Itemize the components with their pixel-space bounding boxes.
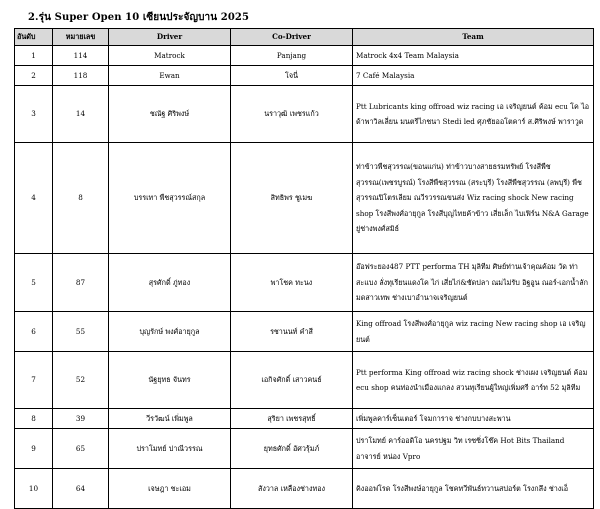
cell-rank: 7	[15, 352, 53, 409]
page-title: 2.รุ่น Super Open 10 เซียนประจัญบาน 2025	[28, 12, 250, 23]
header-rank: อันดับ	[15, 29, 53, 46]
cell-driver: บรรเทา พืชสุวรรณ์สกุล	[109, 143, 231, 254]
cell-rank: 2	[15, 66, 53, 86]
cell-co-driver: Panjang	[231, 46, 353, 66]
table-row	[15, 86, 594, 143]
cell-number: 118	[53, 66, 109, 86]
cell-rank: 4	[15, 143, 53, 254]
table-row	[15, 254, 594, 312]
cell-team: เพิ่มพูลคาร์เซ็นเตอร์ โจมการาจ ช่างกบบางสะพาน	[353, 409, 594, 429]
cell-team: 7 Café Malaysia	[353, 66, 594, 86]
cell-driver: Ewan	[109, 66, 231, 86]
cell-co-driver: เอกิจศักดิ์ เสาวคนธ์	[231, 352, 353, 409]
table-row	[15, 143, 594, 254]
cell-driver: ปราโมทย์ ปาณีวรรณ	[109, 429, 231, 469]
table-row	[15, 312, 594, 352]
cell-team: Ptt performa King offroad wiz racing shock ช่างเผง เจริญยนต์ ค้อม ecu shop คนท่องนำเมืองแกลง สวนทุเรียนผู้ใหญ่เพิ่มศรี อาร์ท 52 มุลิทีม	[353, 352, 594, 409]
header-co-driver: Co-Driver	[231, 29, 353, 46]
cell-team: คิงออฟโรด โรงสีพงษ์อายุกูล โชคทวีพันธ์ทวานสปอร์ต โรงกลึง ช่างเอ็	[353, 469, 594, 509]
cell-team: อ๊อฟระยอง487 PTT performa TH มุลิทีม ศิษย์ท่านเจ้าคุณค้อม วัด ท่าสะแบง ลั่งทุเรียนแดงโค ไก่ เสี่ยไก่&ชัดปลา ณมไม่รับ อิฐอูน ณอร์-เอกน้ำลัก มดสาวเทพ ช่างเบาอำนาจเจริญยนต์	[353, 254, 594, 312]
table-row	[15, 409, 594, 429]
header-team: Team	[353, 29, 594, 46]
cell-rank: 9	[15, 429, 53, 469]
cell-number: 55	[53, 312, 109, 352]
header-number: หมายเลข	[53, 29, 109, 46]
cell-team: ท่าข้าวพืชสุวรรณ(ขอนแก่น) ท่าข้าวบางสายธรมทรัพย์ โรงสีพืช สุวรรณ(เพชรบูรณ์) โรงสีพืชสุวรรณ (สระบุรี) โรงสีพืชสุวรรณ (ลพบุรี) พืชสุวรรณปิโตรเลียม ณวีรวรรณขนส่ง Wiz racing shock New racing shop โรงสีพงศ์อายุกูล โรงสีบุญไทยค้าข้าว เสี่ยเล็ก ไบเฟิร์น N&A Garage ยู่ช่างพงศ์สมิธ์	[353, 143, 594, 254]
cell-co-driver: สังวาล เหลืองช่างทอง	[231, 469, 353, 509]
cell-driver: สุรศักดิ์ ภู่ทอง	[109, 254, 231, 312]
cell-rank: 8	[15, 409, 53, 429]
cell-number: 87	[53, 254, 109, 312]
cell-driver: เจษฎา ชะเอม	[109, 469, 231, 509]
cell-team: Ptt Lubricants king offroad wiz racing เอ เจริญยนต์ ค้อม ecu โค ไอด้าพาวิลเลี่ยน มนตรีไกชนา Stedi led ศุภชัยออโตคาร์ ส.ศิริพงษ์ พาราวูด	[353, 86, 594, 143]
cell-number: 64	[53, 469, 109, 509]
cell-driver: นัฐยุทธ จันทร	[109, 352, 231, 409]
cell-co-driver: รชานนท์ คำสี	[231, 312, 353, 352]
cell-number: 8	[53, 143, 109, 254]
cell-co-driver: ยุทธศักดิ์ อัศวรุ้มภ์	[231, 429, 353, 469]
cell-rank: 5	[15, 254, 53, 312]
cell-number: 114	[53, 46, 109, 66]
cell-team: King offroad โรงสีพงศ์อายุกูล wiz racing New racing shop เอ เจริญยนต์	[353, 312, 594, 352]
table-row	[15, 66, 594, 86]
cell-team: ปราโมทย์ คาร์ออดิโอ นครปฐม วิท เรซซิ่งโช๊ค Hot Bits Thailand อาจารย์ หน่อง Vpro	[353, 429, 594, 469]
cell-driver: วีรวัฒน์ เพิ่มพูล	[109, 409, 231, 429]
cell-co-driver: โจนี่	[231, 66, 353, 86]
cell-co-driver: พาโชค ทะนง	[231, 254, 353, 312]
header-row	[15, 29, 594, 46]
cell-number: 65	[53, 429, 109, 469]
cell-co-driver: สิทธิพร ชูเมฆ	[231, 143, 353, 254]
cell-team: Matrock 4x4 Team Malaysia	[353, 46, 594, 66]
cell-number: 52	[53, 352, 109, 409]
table-header	[15, 29, 594, 46]
table-row	[15, 352, 594, 409]
table-body	[15, 46, 594, 509]
cell-driver: Matrock	[109, 46, 231, 66]
cell-co-driver: สุริยา เพชรสุทธิ์	[231, 409, 353, 429]
cell-number: 14	[53, 86, 109, 143]
cell-number: 39	[53, 409, 109, 429]
table-row	[15, 46, 594, 66]
cell-co-driver: นราวุฒิ เพชรแก้ว	[231, 86, 353, 143]
cell-rank: 10	[15, 469, 53, 509]
cell-driver: ชณัฐ ศิริพงษ์	[109, 86, 231, 143]
cell-driver: บุญรักษ์ พงศ์อายุกูล	[109, 312, 231, 352]
cell-rank: 1	[15, 46, 53, 66]
cell-rank: 3	[15, 86, 53, 143]
header-driver: Driver	[109, 29, 231, 46]
results-table	[14, 28, 594, 509]
cell-rank: 6	[15, 312, 53, 352]
table-row	[15, 429, 594, 469]
